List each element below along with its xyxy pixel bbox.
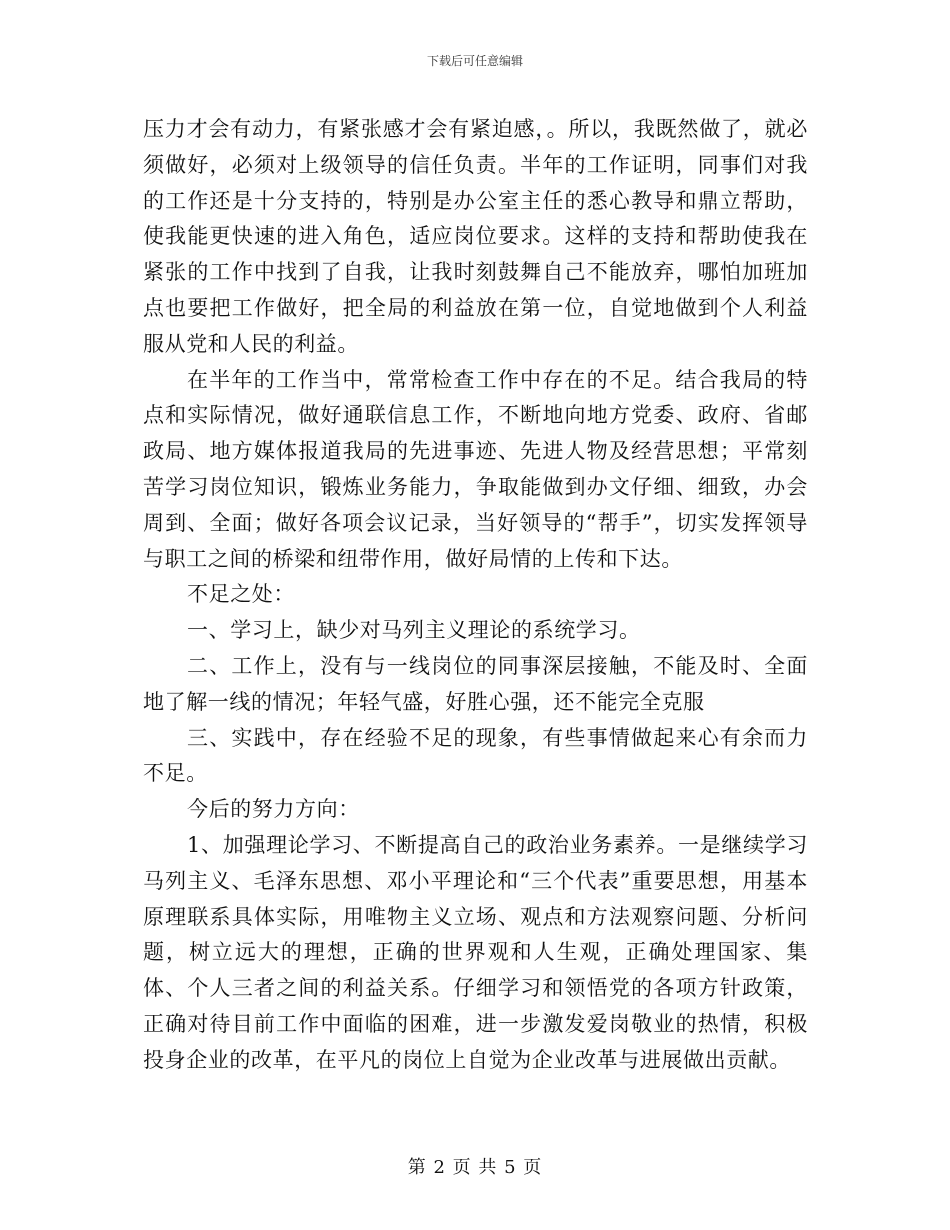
- shortcoming-item-study: 一、学习上，缺少对马列主义理论的系统学习。: [187, 618, 641, 643]
- paragraph-pressure-motivation: 压力才会有动力，有紧张感才会有紧迫感，。所以，我既然做了，就必须做好，必须对上级领导的信任负责。半年的工作证明，同事们对我的工作还是十分支持的，特别是办公室主任的悉心教导和鼎立帮助，使我能更快速的进入角色，适应岗位要求。这样的支持和帮助使我在紧张的工作中找到了自我，让我时刻鼓舞自己不能放弃，哪怕加班加点也要把工作做好，把全局的利益放在第一位，自觉地做到个人利益服从党和人民的利益。: [143, 117, 808, 356]
- shortcoming-item-practice: 三、实践中，存在经验不足的现象，有些事情做起来心有余而力不足。: [143, 725, 808, 786]
- page-header: 下载后可任意编辑: [426, 54, 523, 68]
- shortcoming-item-work: 二、工作上，没有与一线岗位的同事深层接触，不能及时、全面地了解一线的情况；年轻气盛，好胜心强，还不能完全克服: [143, 653, 808, 714]
- section-heading-future-direction: 今后的努力方向：: [187, 797, 360, 822]
- paragraph-work-review: 在半年的工作当中，常常检查工作中存在的不足。结合我局的特点和实际情况，做好通联信息工作，不断地向地方党委、政府、省邮政局、地方媒体报道我局的先进事迹、先进人物及经营思想；平常刻苦学习岗位知识，锻炼业务能力，争取能做到办文仔细、细致，办会周到、全面；做好各项会议记录，当好领导的“帮手”，切实发挥领导与职工之间的桥梁和纽带作用，做好局情的上传和下达。: [143, 367, 808, 571]
- section-heading-shortcomings: 不足之处：: [187, 582, 295, 607]
- document-body: [143, 112, 808, 1079]
- page-number-footer: 第 2 页 共 5 页: [407, 1157, 543, 1178]
- direction-item-theory-study: 1、加强理论学习、不断提高自己的政治业务素养。一是继续学习马列主义、毛泽东思想、邓小平理论和“三个代表”重要思想，用基本原理联系具体实际，用唯物主义立场、观点和方法观察问题、分析问题，树立远大的理想，正确的世界观和人生观，正确处理国家、集体、个人三者之间的利益关系。仔细学习和领悟党的各项方针政策，正确对待目前工作中面临的困难，进一步激发爱岗敬业的热情，积极投身企业的改革，在平凡的岗位上自觉为企业改革与进展做出贡献。: [143, 832, 808, 1072]
